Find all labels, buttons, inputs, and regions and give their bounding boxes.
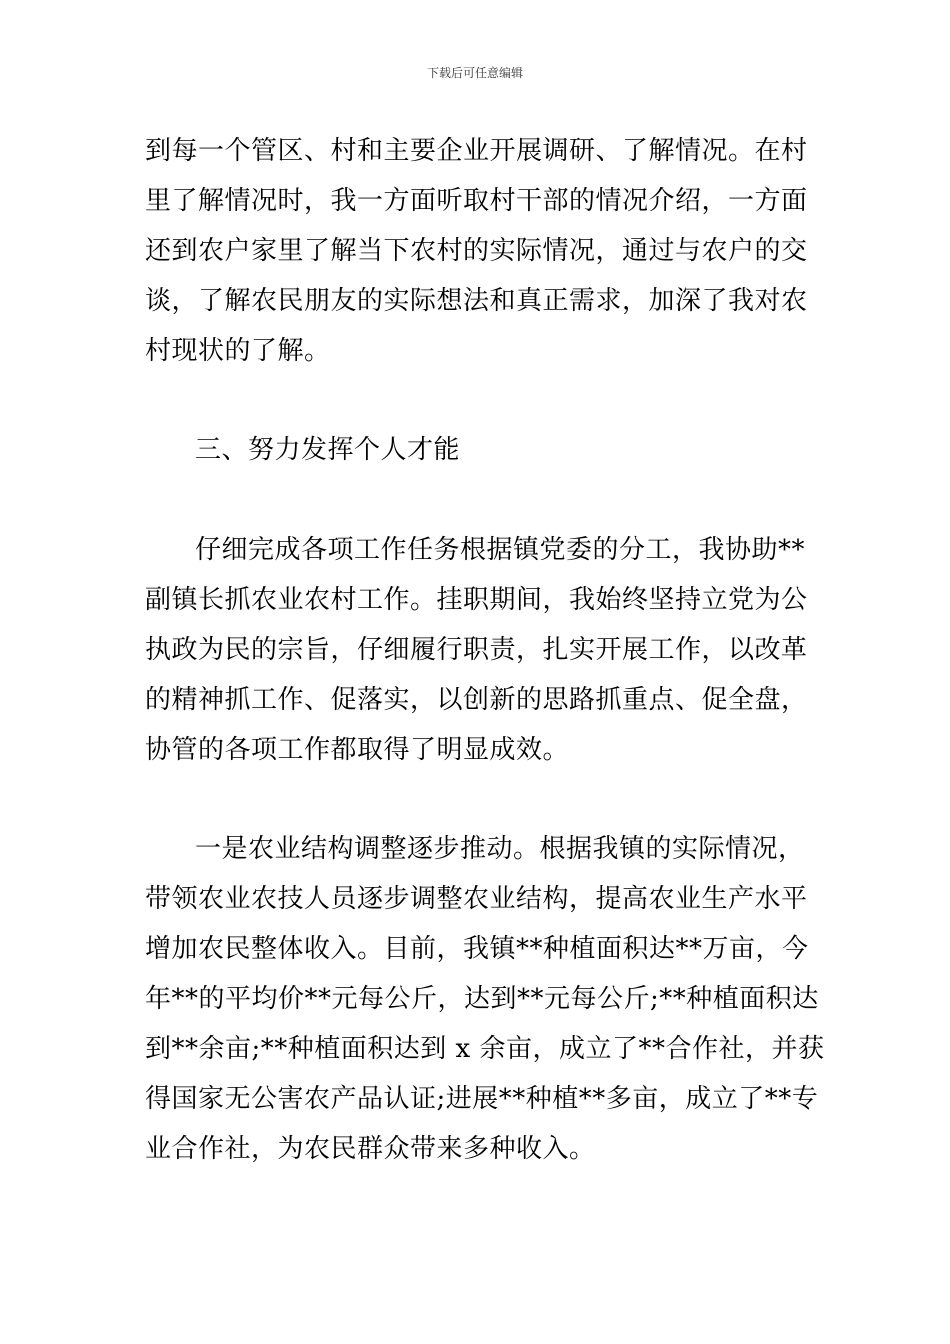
paragraph-line: 副镇长抓农业农村工作。挂职期间，我始终坚持立党为公 [145,585,808,615]
paragraph-line: 得国家无公害农产品认证;进展**种植**多亩，成立了**专 [145,1084,819,1114]
paragraph-line: 业合作社，为农民群众带来多种收入。 [145,1134,596,1164]
section-heading: 三、努力发挥个人才能 [195,435,461,465]
paragraph-line: 一是农业结构调整逐步推动。根据我镇的实际情况， [195,834,805,864]
paragraph-line: 年**的平均价**元每公斤，达到**元每公斤;**种植面积达 [145,984,819,1014]
paragraph-line: 协管的各项工作都取得了明显成效。 [145,735,570,765]
paragraph-line: 到每一个管区、村和主要企业开展调研、了解情况。在村 [145,136,808,166]
paragraph-line: 里了解情况时，我一方面听取村干部的情况介绍，一方面 [145,186,808,216]
paragraph-line: 带领农业农技人员逐步调整农业结构，提高农业生产水平 [145,884,808,914]
page-header: 下载后可任意编辑 [426,66,523,80]
paragraph-line: 村现状的了解。 [145,336,331,366]
paragraph-line: 的精神抓工作、促落实，以创新的思路抓重点、促全盘， [145,685,808,715]
paragraph-line: 执政为民的宗旨，仔细履行职责，扎实开展工作，以改革 [145,635,808,665]
paragraph-line: 仔细完成各项工作任务根据镇党委的分工，我协助** [195,535,806,565]
paragraph-line: 还到农户家里了解当下农村的实际情况，通过与农户的交 [145,236,808,266]
paragraph-line: 到**余亩;**种植面积达到 x 余亩，成立了**合作社，并获 [145,1034,825,1064]
paragraph-line: 增加农民整体收入。目前，我镇**种植面积达**万亩，今 [145,934,809,964]
paragraph-line: 谈，了解农民朋友的实际想法和真正需求，加深了我对农 [145,286,808,316]
